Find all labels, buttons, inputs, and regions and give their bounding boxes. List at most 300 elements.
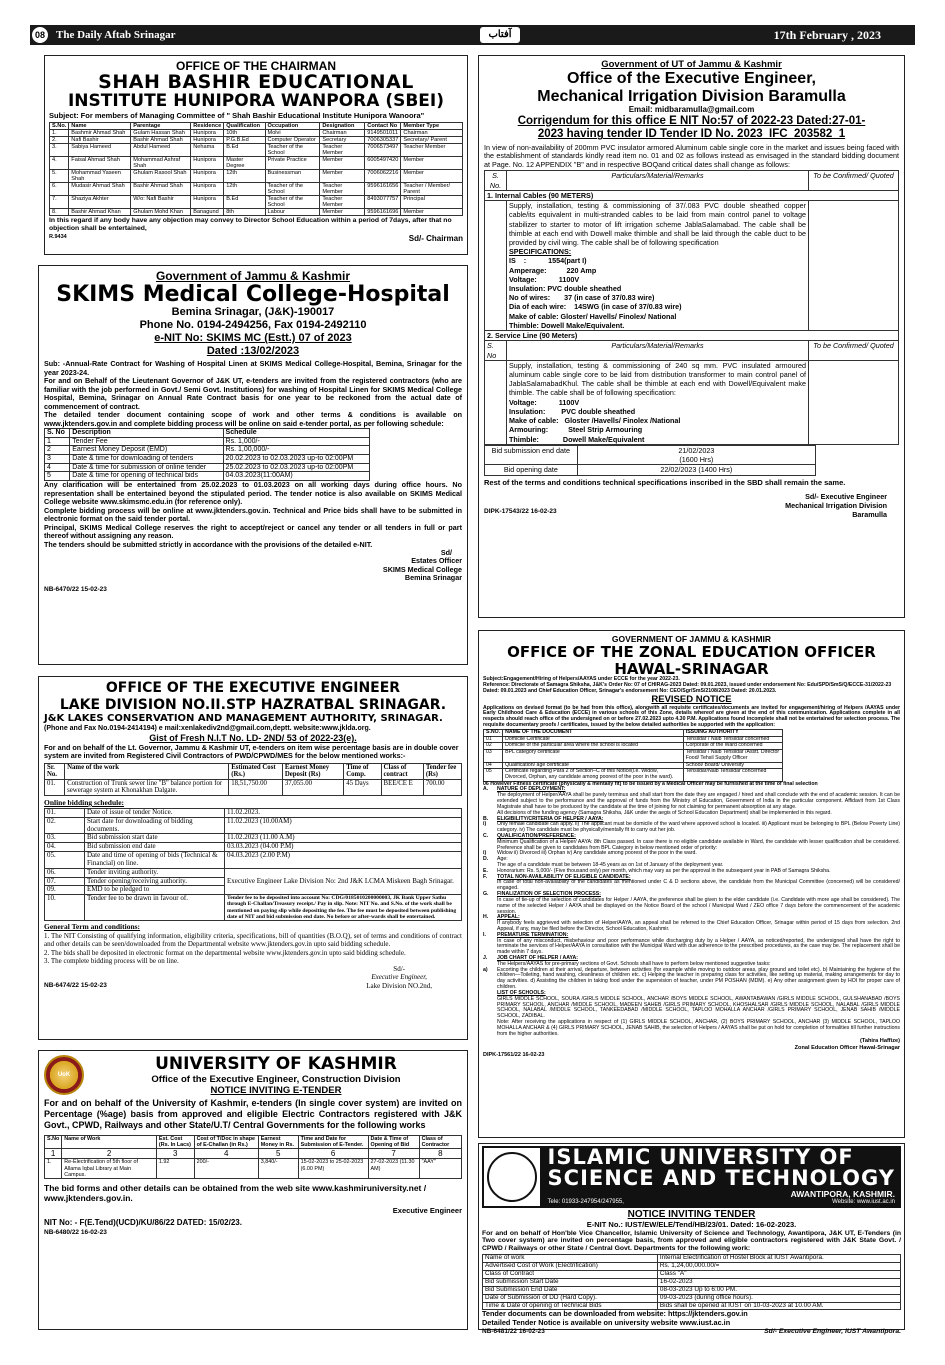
table-cell: Corporate of the Ward concerned bbox=[683, 743, 782, 750]
iust-name-line2: SCIENCE AND TECHNOLOGY bbox=[547, 1166, 895, 1191]
table-cell: 2. bbox=[50, 136, 69, 143]
table-cell: Tehsildar/Naib Tehsildar concerned bbox=[683, 769, 782, 781]
table-cell: Rs. 1,000/- bbox=[223, 437, 369, 446]
table-row bbox=[45, 455, 370, 464]
zeo-section-key: I. bbox=[483, 931, 486, 938]
table-cell: Molvi bbox=[265, 129, 320, 136]
table-cell: Teacher Member bbox=[320, 183, 365, 196]
table-cell: Teacher of the School bbox=[265, 196, 320, 209]
table-row bbox=[50, 143, 463, 156]
table-cell: 16-02-2023 bbox=[657, 1278, 900, 1286]
zeo-section-key: H. bbox=[483, 914, 489, 921]
lcma-schedule-title: Online bidding schedule: bbox=[44, 798, 125, 808]
iust-website: Website: www.iust.ac.in bbox=[832, 1199, 895, 1206]
zeo-section-text: Honorarium: Rs. 5,000/- (Five thousand only) per month, which may vary as per the approval in the subsequent year in PAB of Samagra Shiksha. bbox=[497, 867, 831, 874]
sbei-col-header: Occupation bbox=[265, 122, 320, 129]
table-cell: 1. bbox=[50, 129, 69, 136]
table-cell: 04.03.2023(11:00AM) bbox=[223, 472, 369, 481]
kashmir-col-number: 6 bbox=[298, 1149, 368, 1159]
table-cell: 5. bbox=[50, 170, 69, 183]
mech-specs1 bbox=[509, 256, 806, 330]
table-cell: 01. bbox=[45, 808, 85, 817]
table-cell: Earnest Money Deposit (EMD) bbox=[70, 446, 223, 455]
table-cell: 02 bbox=[484, 743, 503, 750]
skims-para4: Complete bidding process will be online at www.jktenders.gov.in. Technical and Price bids shall have to be submitted in electronic format on the said tender portal. bbox=[44, 505, 462, 524]
table-cell: 04.03.2023 (2.00 P.M) bbox=[225, 852, 462, 869]
zeo-section-text: JOB CHART OF HELPER / AAYA: bbox=[497, 955, 578, 962]
zeo-reference: Reference: Directorate of Samagra Shiksha, J&K's Order No: 07 of CHIRAG-2023 Dated: 09.01.2023, issued under endorsement No: Edu/SPD/SmS/Q/ECCE-31/2022-23 Dated: 09.01.2023 and Chief Education Officer, Srinagar's endorsement No: CEO/Sgr/SmS/2108/2023 Dated: 20.01.2023. bbox=[483, 681, 892, 694]
table-cell: Bid submission Start Date bbox=[483, 1278, 658, 1286]
zeo-section-text: If anybody feels aggrieved with selection of Helper/AAYA, an appeal shall be referred to the Chief Education Officer, Srinagar within period of 15 days from selection. 2nd Appeal, if any, may be filed before the Director, School Education, Kashmir. bbox=[497, 920, 900, 932]
iust-enit: E-NIT No.: IUST/EW/ELE/Tend/HB/23/01. Dated: 16-02-2023. bbox=[586, 1219, 797, 1229]
table-cell: 06. bbox=[45, 868, 85, 877]
zeo-section-key: A. bbox=[483, 786, 489, 793]
table-cell: 1 bbox=[45, 437, 70, 446]
table-cell: 4. bbox=[50, 156, 69, 169]
table-row bbox=[45, 852, 462, 869]
mech-spec-line: Amperage: 220 Amp bbox=[509, 265, 597, 275]
skims-para6: The tenders should be submitted strictly in accordance with the provisions of the detailed e-NIT. bbox=[44, 539, 373, 549]
sbei-col-header: Parentage bbox=[131, 122, 191, 129]
table-cell: Tender opening/receiving authority. bbox=[85, 877, 225, 886]
mech-corrigendum-line1: Corrigendum for this office E NIT No:57 of 2022-23 Dated:27-01- bbox=[517, 114, 866, 127]
table-cell: Tender fee to be drawn in favour of. bbox=[85, 895, 225, 921]
table-cell: Labour bbox=[265, 209, 320, 216]
zeo-fitness: 06 However Fitness certificate (physically & mentally fit) to be issued by a Medical Officer may be furnished at the time of final selection bbox=[483, 780, 818, 787]
table-cell: Rs. 1,00,000/- bbox=[223, 446, 369, 455]
lcma-division: LAKE DIVISION NO.II.STP HAZRATBAL SRINAGAR. bbox=[59, 696, 447, 713]
sbei-name-line2: INSTITUTE HUNIPORA WANPORA (SBEI) bbox=[67, 91, 445, 112]
table-cell: Teacher Member bbox=[320, 196, 365, 209]
zeo-section-text: Escorting the children at their arrival, departure, between activities (for example while moving to outdoor areas, play ground and toilet etc). b) Maintaining the hygiene of the children—Toileting, hand washing, cleanliness of children etc. c) Helping the teacher in preparing class for activities, like setting up material, making arrangements for day to day activities. d) Assisting the children in taking food under the supervision of teacher, under PM POSHAN (MDM). e) Any other assignment given by HOI for proper care of children. bbox=[497, 966, 900, 991]
skims-sign-title: Estates Officer bbox=[411, 556, 462, 566]
table-row bbox=[45, 868, 462, 877]
lcma-term-item: 2. The bids shall be deposited in electronic format on the departmental website www.jktenders.gov.in upto said bidding schedule. bbox=[44, 948, 406, 957]
mech-h2-confirmed: To be Confirmed/ Quoted bbox=[809, 341, 899, 360]
table-cell: Date & time for downloading of tenders bbox=[70, 455, 223, 464]
table-row bbox=[50, 196, 463, 209]
lcma-ref: NB-6474/22 15-02-23 bbox=[44, 982, 107, 990]
zeo-section-key: E. bbox=[483, 867, 488, 874]
mech-sign-sd: Sd/- Executive Engineer bbox=[805, 491, 887, 501]
table-cell: Bashir Ahmad Khan bbox=[69, 209, 131, 216]
kashmir-details[interactable]: The bid forms and other details can be obtained from the web site www.kashmiruniversity.net / www.jktenders.gov.in. bbox=[44, 1183, 427, 1204]
mech-rest: Rest of the terms and conditions technical specifications inscribed in the SBD shall remain the same. bbox=[484, 477, 846, 487]
table-cell: 9149501011 bbox=[365, 129, 401, 136]
table-cell: 15-02-2023 to 25-02-2023 (6.00 PM) bbox=[298, 1159, 368, 1179]
table-cell: Time & Date of opening of Technical Bids bbox=[483, 1302, 658, 1310]
table-cell: Date of issue of tender Notice. bbox=[85, 808, 225, 817]
zeo-section bbox=[483, 968, 900, 991]
iust-logo-text: IUST bbox=[504, 1173, 519, 1180]
table-cell: Teacher Member bbox=[320, 143, 365, 156]
table-cell: Member bbox=[320, 170, 365, 183]
table-cell: 12th bbox=[224, 170, 265, 183]
zeo-section-key: J. bbox=[483, 955, 488, 962]
table-cell: 03 bbox=[484, 750, 503, 762]
table-cell: Date & time for submission of online tender bbox=[70, 463, 223, 472]
mech-spec-line: Thimble: Dowell Make/Equivalent. bbox=[509, 320, 625, 330]
zeo-section bbox=[483, 898, 900, 915]
kashmir-name: UNIVERSITY OF KASHMIR bbox=[155, 1054, 397, 1074]
table-cell: 4 bbox=[45, 463, 70, 472]
mech-corrigendum-line2: 2023 having tender ID Tender ID No. 2023_IFC_203582_1 bbox=[537, 128, 846, 141]
skims-para1: For and on Behalf of the Lieutenant Governor of J&K UT, e-tenders are invited from the registered contractors (who are familiar with the job performed in Govt./ Semi Govt. Institutions) for washing of Hospital Linen for SKIMS Medical College Hospital, Bemina, Srinagar on Annual Rate Contract basis for one year to be reckoned from the actual date of commencement of contract. bbox=[44, 376, 462, 411]
sbei-sign: Sd/- Chairman bbox=[408, 234, 463, 244]
sbei-col-header: Name bbox=[69, 122, 131, 129]
table-cell: Date of Submission of DD (Hard Copy). bbox=[483, 1294, 658, 1302]
kashmir-col-header: Class of Contractor bbox=[419, 1135, 461, 1148]
table-cell: "AAY" bbox=[419, 1159, 461, 1179]
kashmir-works-table bbox=[44, 1135, 462, 1179]
mech-govt: Government of UT of Jammu & Kashmir bbox=[601, 59, 782, 70]
table-cell: BEE/CE E bbox=[381, 779, 423, 795]
table-cell: Bid submission end date bbox=[85, 843, 225, 852]
iust-tel: Tele: 01933-247954/247955, bbox=[547, 1199, 624, 1206]
table-cell: Re-Electrification of 5th floor of Allama Iqbal Library at Main Campus. bbox=[62, 1159, 157, 1179]
table-cell: 18,51,750.00 bbox=[229, 779, 283, 795]
zeo-section-text: Only female candidate can apply. ii) The applicant must be domicile of the ward where approved school is located. iii) Applicant must be belonging to BPL (Below Poverty Line) category. iv) The candidate must be physically/mentally fit to carry out her job. bbox=[497, 821, 900, 834]
table-row bbox=[45, 895, 462, 921]
lcma-schedule-table bbox=[44, 808, 462, 921]
skims-schedule-table bbox=[44, 428, 370, 481]
mech-bid-open-value: 22/02/2023 (1400 Hrs) bbox=[577, 465, 815, 475]
kashmir-col-header: Name of Work bbox=[62, 1135, 157, 1148]
zeo-section-text: Note: After receiving the applications in respect of (1) GIRLS MIDDLE SCHOOL, ANCHAR, (2) BOYS PRIMARY SCHOOL, ANCHAR (3) MIDDLE SCHOOL, TAPLOO MOHALLA ANCHAR & (4) GIRLS PRIMARY SCHOOL, JENAB SAHIB, the selection of Helpers / AAYAS shall be put on hold for completion of formalities till further instructions from the higher authorities. bbox=[497, 1018, 900, 1037]
kashmir-col-header: Date & Time of Opening of Bid bbox=[368, 1135, 419, 1148]
skims-ref: NB-6470/22 15-02-23 bbox=[44, 585, 107, 593]
mech-spec-line: Voltage: 1100V bbox=[509, 274, 580, 284]
table-cell: Bashir Ahmad Shah bbox=[131, 136, 191, 143]
mech-bid-sub-label: Bid submission end date bbox=[485, 445, 578, 465]
university-seal-icon bbox=[44, 1055, 84, 1095]
zeo-col-header: ISSUING AUTHORITY bbox=[683, 729, 782, 736]
table-cell: Secretary/ Parent bbox=[401, 136, 463, 143]
skims-sign-sd: Sd/ bbox=[440, 548, 452, 557]
table-cell: 7006305337 bbox=[365, 136, 401, 143]
table-cell: BPL category certificate bbox=[503, 750, 684, 762]
table-cell: Member bbox=[401, 209, 463, 216]
zeo-section-text: Age: bbox=[497, 856, 508, 863]
sbei-ad bbox=[44, 55, 468, 255]
zeo-govt: GOVERNMENT OF JAMMU & KASHMIR bbox=[611, 634, 772, 644]
kashmir-col-number: 1 bbox=[45, 1149, 62, 1159]
mech-spec-line: Make of cable: Gloster/ Havells/ Finolex/ National bbox=[509, 311, 677, 321]
table-row bbox=[45, 817, 462, 834]
table-cell: 45 Days bbox=[344, 779, 381, 795]
sbei-name-line1: SHAH BASHIR EDUCATIONAL bbox=[98, 71, 414, 94]
lcma-col-header: Time of Comp. bbox=[344, 763, 381, 779]
lcma-col-header: Sr. No. bbox=[45, 763, 65, 779]
kashmir-col-number: 7 bbox=[368, 1149, 419, 1159]
lcma-term-item: 3. The complete bidding process will be on line. bbox=[44, 956, 179, 965]
zeo-documents-table bbox=[483, 729, 783, 782]
table-cell: Date & time for opening of technical bids bbox=[70, 472, 223, 481]
zeo-col-header: S.NO. bbox=[484, 729, 503, 736]
mech-h-sno: S. No. bbox=[485, 171, 507, 190]
lcma-contact: (Phone and Fax No.0194-2414194) e mail:xenlakediv2nd@gmail.com,deptt. website:www.jklda.org. bbox=[44, 724, 371, 732]
kashmir-col-number: 5 bbox=[258, 1149, 298, 1159]
table-cell: Computer Operator bbox=[265, 136, 320, 143]
table-cell: Class "A" bbox=[657, 1270, 900, 1278]
mech-spec-line: Voltage: 1100V bbox=[509, 397, 580, 407]
table-cell: Bashmir Ahmad Shah bbox=[69, 129, 131, 136]
zeo-section-text: FINALIZATION OF SELECTION PROCESS: bbox=[497, 891, 601, 898]
table-cell: Hunipora bbox=[191, 156, 224, 169]
kashmir-col-header: Time and Date for Submission of E-Tender. bbox=[298, 1135, 368, 1148]
table-row bbox=[45, 463, 370, 472]
table-cell: 07. bbox=[45, 877, 85, 886]
zeo-section-text: In case of total non-availability of the candidates as mentioned under C & D sections above, the candidate from the Municipal Committee (concerned) will be considered/ engaged. bbox=[497, 879, 900, 892]
lcma-terms-title: General Term and conditions: bbox=[44, 922, 141, 932]
table-cell: 200/- bbox=[194, 1159, 258, 1179]
table-cell: 9596161696 bbox=[365, 209, 401, 216]
sbei-members-table bbox=[49, 122, 463, 216]
table-cell: 1.92 bbox=[156, 1159, 194, 1179]
skims-govt: Government of Jammu & Kashmir bbox=[155, 269, 351, 283]
sbei-col-header: Member Type bbox=[401, 122, 463, 129]
mech-spec-line: Dia of each wire: 14SWG (in case of 37/0.83 wire) bbox=[509, 302, 682, 312]
table-cell: Construction of Trunk sewer line "B" balance portion for sewerage system at Khonakhan Dalgate. bbox=[65, 779, 229, 795]
logo-text: آفتاب bbox=[488, 29, 512, 41]
mech-h2-sno: S. No bbox=[485, 341, 507, 360]
table-cell: EMD to be pledged to bbox=[85, 886, 225, 895]
table-cell: Member bbox=[320, 156, 365, 169]
table-cell: Shaziya Akhter bbox=[69, 196, 131, 209]
mech-spec-line: Make of cable: Gloster /Havells/ Finolex /National bbox=[509, 416, 681, 426]
zeo-sign-title: Zonal Education Officer Hawal-Srinagar bbox=[794, 1045, 900, 1051]
sbei-col-header: Designation bbox=[320, 122, 365, 129]
table-cell: Nehama bbox=[191, 143, 224, 156]
zeo-section-key: i) bbox=[483, 821, 487, 828]
mech-spec-line: IS : 1554(part I) bbox=[509, 256, 587, 266]
kashmir-intro: For and on behalf of the University of Kashmir, e-tenders (In single cover system) are invited on Percentage (%age) basis from approved and eligible Electric Contractors registered with J&K Govt., CPWD, Railways and other State/U.T/ Central Governments for the following works bbox=[44, 1098, 462, 1131]
table-row bbox=[484, 750, 783, 762]
zeo-section-key bbox=[483, 997, 497, 1020]
table-cell: 5 bbox=[45, 472, 70, 481]
skims-col-header: S. No bbox=[45, 429, 70, 438]
lcma-term-item: 1. The NIT Consisting of qualifying information, eligibility criteria, specifications, bill of quantities (B.O.Q), set of terms and conditions of contract and other details can be seen/downloaded from the Departmental website www.jktenders.gov.in upto said bidding schedule. bbox=[44, 932, 462, 949]
mech-item1-desc: Supply, installation, testing & commissioning of 37/.083 PVC double sheathed copper cable/its equivalent in multi-stranded cables to be laid from main control panel to voltage stabilizer to starter to motor of lift irrigation scheme JablaSalamabad. The cable shall be thimble at each end with Dowell make thimble and shall be laid through the cable duct to be provided by civil wing. The cable shall be of following specification bbox=[509, 201, 806, 247]
table-row bbox=[50, 170, 463, 183]
table-row bbox=[484, 769, 783, 781]
issue-date: 17th February , 2023 bbox=[773, 27, 881, 42]
mech-bid-sub-value: 21/02/2023 bbox=[678, 445, 715, 455]
kashmir-title: NOTICE INVITING E-TENDER bbox=[210, 1085, 342, 1097]
kashmir-nit: NIT No: - F(E.Tend)(UCD)/KU/86/22 DATED: 15/02/23. bbox=[44, 1217, 242, 1227]
mech-spec-line: Armouring: Steel Strip Armouring bbox=[509, 425, 643, 435]
zeo-section bbox=[483, 997, 900, 1020]
iust-ad bbox=[478, 1143, 905, 1335]
table-cell: 04. bbox=[45, 843, 85, 852]
lcma-office: OFFICE OF THE EXECUTIVE ENGINEER bbox=[105, 680, 401, 696]
mech-spec-line: Thimble: Dowell Make/Equivalent bbox=[509, 434, 645, 444]
table-cell: Mohammad Yaseen Shah bbox=[69, 170, 131, 183]
table-cell: Tehsildar / Naib Tehsildar /Asstt. Director Food/ Tehsil Supply Officer bbox=[683, 750, 782, 762]
table-cell: Banagund bbox=[191, 209, 224, 216]
iust-docs[interactable]: Tender documents can be downloaded from website: https://jktenders.gov.in bbox=[482, 1309, 748, 1319]
zeo-section-text: ELIGIBILITY/CRITERIA OF HELPER / AAYA: bbox=[497, 815, 604, 822]
skims-name: SKIMS Medical College-Hospital bbox=[56, 282, 450, 308]
table-cell: Start date for downloading of bidding documents. bbox=[85, 817, 225, 834]
mech-spec-line: Insulation: PVC double sheathed bbox=[509, 284, 622, 294]
iust-place: AWANTIPORA, KASHMIR. bbox=[790, 1189, 895, 1200]
lcma-schedule-fee-note: Tender fee to be deposited into account No: CDG/0185010200000003, JK Bank Upper Sathu through E-Challan/Treasury receipt./ Pay in slip. Note: NIT No. and S.No. of the work shall be mentioned on paying slip while depositing the fee. The fee must be deposited between publishing date of NIT and bid submission end date. No before or after-wards shall be entertained. bbox=[225, 895, 462, 921]
lcma-schedule-authority: Executive Engineer Lake Division No: 2nd J&K LCMA Miskeen Bagh Srinagar. bbox=[225, 868, 462, 894]
skims-sign-org: SKIMS Medical College bbox=[382, 564, 462, 574]
mech-spec-title: SPECIFICATIONS: bbox=[509, 247, 572, 257]
kashmir-col-header: Est. Cost (Rs. In Lacs) bbox=[156, 1135, 194, 1148]
newspaper-name: The Daily Aftab Srinagar bbox=[56, 28, 176, 41]
sbei-col-header: S.No. bbox=[50, 122, 69, 129]
zeo-section-key: C. bbox=[483, 832, 489, 839]
table-cell: Nafi Bashir bbox=[69, 136, 131, 143]
table-cell: Mudasir Ahmad Shah bbox=[69, 183, 131, 196]
table-cell: Hunipora bbox=[191, 196, 224, 209]
mech-spec-line: No of wires: 37 (in case of 37/0.83 wire) bbox=[509, 293, 655, 303]
table-cell: 3 bbox=[45, 455, 70, 464]
table-cell: Hunipora bbox=[191, 136, 224, 143]
table-cell: Bid Submission End Date bbox=[483, 1286, 658, 1294]
table-cell: 02. bbox=[45, 817, 85, 834]
table-cell: 09-03-2023 (during office hours). bbox=[657, 1294, 900, 1302]
table-cell: Member bbox=[320, 209, 365, 216]
table-cell: Secretary bbox=[320, 136, 365, 143]
table-cell: Mohammad Ashraf Shah bbox=[131, 156, 191, 169]
zeo-section-key bbox=[483, 1020, 497, 1037]
zeo-section-key bbox=[483, 898, 497, 915]
table-cell: Rs. 1,24,00,000.00/= bbox=[657, 1262, 900, 1270]
table-cell: 11.02.2023 (11.00 A.M) bbox=[225, 834, 462, 843]
mech-sign-place: Baramulla bbox=[852, 510, 887, 520]
page-number: 08 bbox=[30, 25, 50, 45]
iust-ref: NB-6481/22 16-02-23 bbox=[482, 1327, 545, 1335]
table-cell: 6. bbox=[50, 183, 69, 196]
newspaper-logo bbox=[480, 27, 520, 43]
zeo-section-text: In case of tie-up of the selection of candidates for Helper / AAYA, the preference shall be given to the elder candidate (i.e. Candidate with more age shall be considered). The name of the selected Helper / AAYA shall be displayed on the Notice Board of the school / Municipal Ward / ZEO office 7 days before the commencement of the academic session. bbox=[497, 896, 900, 915]
lcma-sign-place: Lake Division NO.2nd, bbox=[366, 981, 432, 990]
skims-enit: e-NIT No: SKIMS MC (Estt.) 07 of 2023 bbox=[154, 332, 352, 345]
table-cell: School/ Board/ University bbox=[683, 762, 782, 769]
table-cell: Hunipora bbox=[191, 129, 224, 136]
mech-email: Email: midbaramulla@gmail.com bbox=[628, 105, 755, 115]
table-cell: Domicile of the particular area where the school is located bbox=[503, 743, 684, 750]
table-cell: 2 bbox=[45, 446, 70, 455]
skims-col-header: Schedule bbox=[223, 429, 369, 438]
table-cell: Sabiya Hameed bbox=[69, 143, 131, 156]
mech-sign-office: Mechanical Irrigation Division bbox=[785, 501, 887, 511]
lcma-sign-sd: Sd/- bbox=[393, 965, 405, 974]
zeo-section-key: B. bbox=[483, 815, 489, 822]
table-cell: Principal bbox=[401, 196, 463, 209]
skims-ad bbox=[38, 265, 468, 665]
zeo-section-text: QUALIFICATION/PREFERENCE: bbox=[497, 832, 576, 839]
table-cell: B.Ed bbox=[224, 143, 265, 156]
table-cell: 11.02.2023 (10.00AM) bbox=[225, 817, 462, 834]
lcma-col-header: Estimated Cost (Rs.) bbox=[229, 763, 283, 779]
table-cell: 27-02-2023 (11.30 AM) bbox=[368, 1159, 419, 1179]
table-row bbox=[50, 129, 463, 136]
zeo-section-key: a) bbox=[483, 966, 488, 973]
sbei-subject: Subject: For members of Managing Committee of " Shah Bashir Educational Institute Hunipora Wanoora" bbox=[49, 110, 425, 120]
iust-name-line1: ISLAMIC UNIVERSITY OF bbox=[547, 1145, 854, 1170]
kashmir-col-header: Earnest Money in Rs. bbox=[258, 1135, 298, 1148]
zeo-revised: REVISED NOTICE bbox=[651, 694, 732, 706]
zeo-sign-name: (Tahira Haffize) bbox=[860, 1038, 900, 1045]
table-cell: Businessman bbox=[265, 170, 320, 183]
skims-address: Bemina Srinagar, (J&K)-190017 bbox=[171, 306, 335, 319]
table-row bbox=[50, 136, 463, 143]
mech-office-line2: Mechanical Irrigation Division Baramulla bbox=[537, 87, 846, 105]
mech-h2-particulars: Particulars/Material/Remarks bbox=[507, 341, 809, 360]
iust-detailed[interactable]: Detailed Tender Notice is available on university website www.iust.ac.in bbox=[482, 1318, 731, 1328]
table-cell: Gulam Hassan Shah bbox=[131, 129, 191, 136]
zeo-section-text: LIST OF SCHOOLS: bbox=[497, 989, 546, 996]
zeo-section-text: In case of any misconduct, misbehaviour and poor performance while discharging duty by a Helper / AAYA, as noticed/reported, the undersigned shall have the right to terminate the services of Helper/AAYA in consultation with the Municipal Ward with due adherence to the prescribed procedures, as the case may be. The replacement shall be made within 7 days. bbox=[497, 937, 900, 956]
table-cell: Hunipora bbox=[191, 183, 224, 196]
zeo-section bbox=[483, 793, 900, 810]
zeo-section-text: TOTAL NON-AVAILABILITY OF ELIGIBLE CANDIDATE: bbox=[497, 873, 631, 880]
mech-office-line1: Office of the Executive Engineer, bbox=[567, 70, 816, 88]
table-cell: P.G.B.Ed bbox=[224, 136, 265, 143]
zeo-section-key bbox=[483, 793, 497, 810]
lcma-col-header: Tender fee (Rs) bbox=[423, 763, 461, 779]
table-cell: 04 bbox=[484, 762, 503, 769]
sbei-office: OFFICE OF THE CHAIRMAN bbox=[176, 59, 336, 73]
table-cell: Tender inviting authority. bbox=[85, 868, 225, 877]
table-cell: Ghulam Rasool Shah bbox=[131, 170, 191, 183]
table-row bbox=[45, 808, 462, 817]
sbei-col-header: Residence bbox=[191, 122, 224, 129]
table-cell: 6005497420 bbox=[365, 156, 401, 169]
table-cell: Name of work bbox=[483, 1255, 658, 1263]
table-cell: Abdul Hameed bbox=[131, 143, 191, 156]
zeo-section-key bbox=[483, 939, 497, 956]
table-cell: Bid submission start date bbox=[85, 834, 225, 843]
table-row bbox=[483, 1294, 901, 1302]
table-cell: Chairman bbox=[320, 129, 365, 136]
sbei-col-header: Contact No bbox=[365, 122, 401, 129]
kashmir-office: Office of the Executive Engineer, Construction Division bbox=[151, 1074, 401, 1086]
table-cell: Certificate regarding Para 2 of Section–C of this Notice(i.e. Widow, Divorced, Orphan, any candidate among poorest of the poor in the ward). bbox=[503, 769, 684, 781]
kashmir-col-number: 2 bbox=[62, 1149, 157, 1159]
mech-intro: In view of non-availability of 200mm PVC insulator armored Aluminum cable single core in the market and issues being faced with the establishment of standards kindly read item no. 01 and 02 as follows instead as envisaged in the standard bidding document at Page. No. 12 APPENDIX "B" and in respective BOQand critical dates shall change as follows: bbox=[484, 142, 899, 169]
table-cell: Teacher of the School bbox=[265, 143, 320, 156]
table-cell: Tehsildar / Naib Tehsildar concerned bbox=[683, 736, 782, 743]
table-cell: 11.02.2023. bbox=[225, 808, 462, 817]
seal-text: UoK bbox=[57, 1071, 71, 1078]
kashmir-col-header: Cost of T/Doc in shape of E-Challan (in Rs.) bbox=[194, 1135, 258, 1148]
table-row bbox=[483, 1262, 901, 1270]
table-cell: Date and time of opening of bids (Technical & Financial) on line. bbox=[85, 852, 225, 869]
table-row bbox=[45, 779, 462, 795]
zeo-section-text: Minimum Qualification of a Helper/ AAYA: 8th Class passed. In case there is no eligible candidate available in Ward, the candidate with lesser qualification shall be considered. Preference shall be given to candidates from BPL Category in below mentioned order of priority: bbox=[497, 838, 900, 851]
masthead bbox=[30, 25, 915, 45]
kashmir-ref: NB-6480/22 16-02-23 bbox=[44, 1229, 107, 1237]
iust-banner bbox=[482, 1146, 901, 1208]
table-cell: Tender Fee bbox=[70, 437, 223, 446]
kashmir-ad bbox=[38, 1050, 468, 1330]
zeo-ref: DIPK-17561/22 16-02-23 bbox=[483, 1051, 545, 1058]
mech-specs2 bbox=[509, 398, 806, 444]
mech-dates-table bbox=[484, 445, 816, 476]
mech-items-table bbox=[484, 170, 899, 444]
lcma-col-header: Earnest Money Deposit (Rs) bbox=[282, 763, 343, 779]
table-cell: 1. bbox=[45, 1159, 62, 1179]
skims-col-header: Description bbox=[70, 429, 223, 438]
skims-phone: Phone No. 0194-2494256, Fax 0194-2492110 bbox=[139, 319, 367, 332]
zeo-section bbox=[483, 939, 900, 956]
